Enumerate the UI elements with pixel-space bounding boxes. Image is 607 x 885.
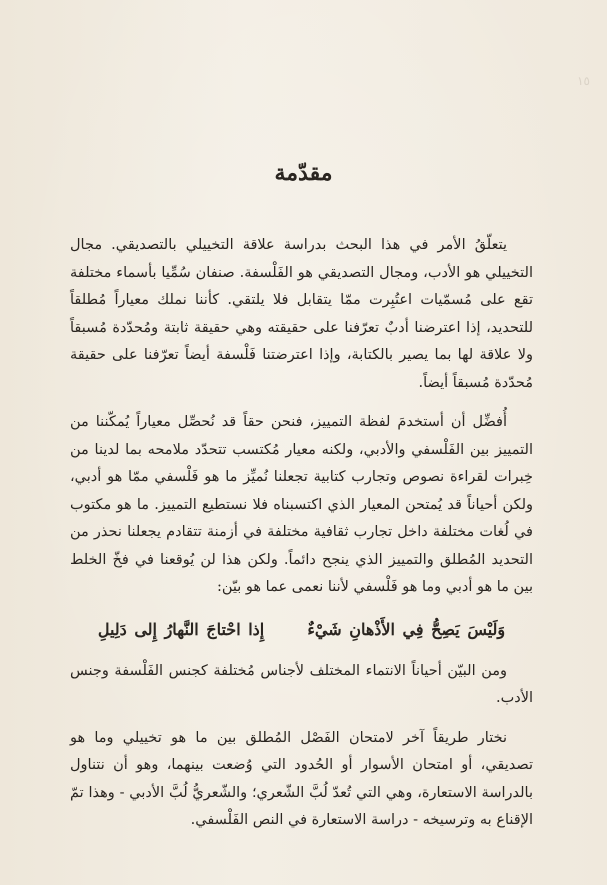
verse-second-hemistich: إِذا احْتاجَ النَّهارُ إِلى دَلِيلِ [97, 619, 265, 639]
bleed-through-header: ١٥ [577, 74, 590, 88]
paragraph-1: يتعلّقُ الأمر في هذا البحث بدراسة علاقة التخييلي بالتصديقي. مجال التخييلي هو الأدب، ومجال التصديقي هو الفَلْسفة. صنفان سُمِّيا بأسماء مختلفة تقع على مُسمّيات اعتُبِرت ممّا يتقابل فلا يلتقي. كأننا نملك معياراً مُطلقاً للتحديد، إذا اعترضنا أدبٌ تعرّفنا على حقيقته وهي حقيقة ثابتة ومُحدّدة مُسبقاً ولا علاقة لها بما يصير بالكتابة، وإذا اعترضتنا فَلْسفة أيضاً تعرّفنا على حقيقة مُحدّدة مُسبقاً أيضاً. [70, 237, 533, 391]
paragraph-4: نختار طريقاً آخر لامتحان الفَصْل المُطلق بين ما هو تخييلي وما هو تصديقي، أو امتحان الأسوار أو الحُدود التي وُضعت بينهما، وهو أن نتناول بالدراسة الاستعارة، وهي التي تُعدّ لُبَّ الشّعري؛ والشّعريُّ لُبَّ الأدبي - وهذا تمّ الإقناع به وترسيخه - دراسة الاستعارة في النص الفَلْسفي. [70, 729, 533, 828]
verse-first-hemistich: وَلَيْسَ يَصِحُّ فِي الأَذْهانِ شَيْءٌ [307, 619, 506, 639]
poetry-verse [70, 615, 533, 645]
paragraph-2: أُفضِّل أن أستخدمَ لفظة التمييز، فنحن حقاً قد نُحصِّل معياراً يُمكّننا من التمييز بين الفَلْسفي والأدبي، ولكنه معيار مُكتسب تتحدّد ملامحه بما لدينا من خِبرات لقراءة نصوص وتجارب كتابية تجعلنا نُميِّز ما هو فَلْسفي ممّا هو أدبي، ولكن أحياناً قد يُمتحن المعيار الذي اكتسبناه فلا نستطيع التمييز. ما هو مكتوب في لُغات مختلفة داخل تجارب ثقافية مختلفة في أزمنة تتقادم يجعلنا نحذر من التحديد المُطلق والتمييز الذي ينجح دائماً. ولكن هذا لن يُوقعنا في فخّ الخلط بين ما هو أدبي وما هو فَلْسفي لأننا نعمى عما هو بيّن: [70, 414, 533, 595]
page-title: مقدّمة [274, 160, 333, 186]
body-text [70, 232, 533, 835]
paragraph-3: ومن البيّن أحياناً الانتماء المختلف لأجناس مُختلفة كجنس الفَلْسفة وجنس الأدب. [70, 662, 533, 706]
